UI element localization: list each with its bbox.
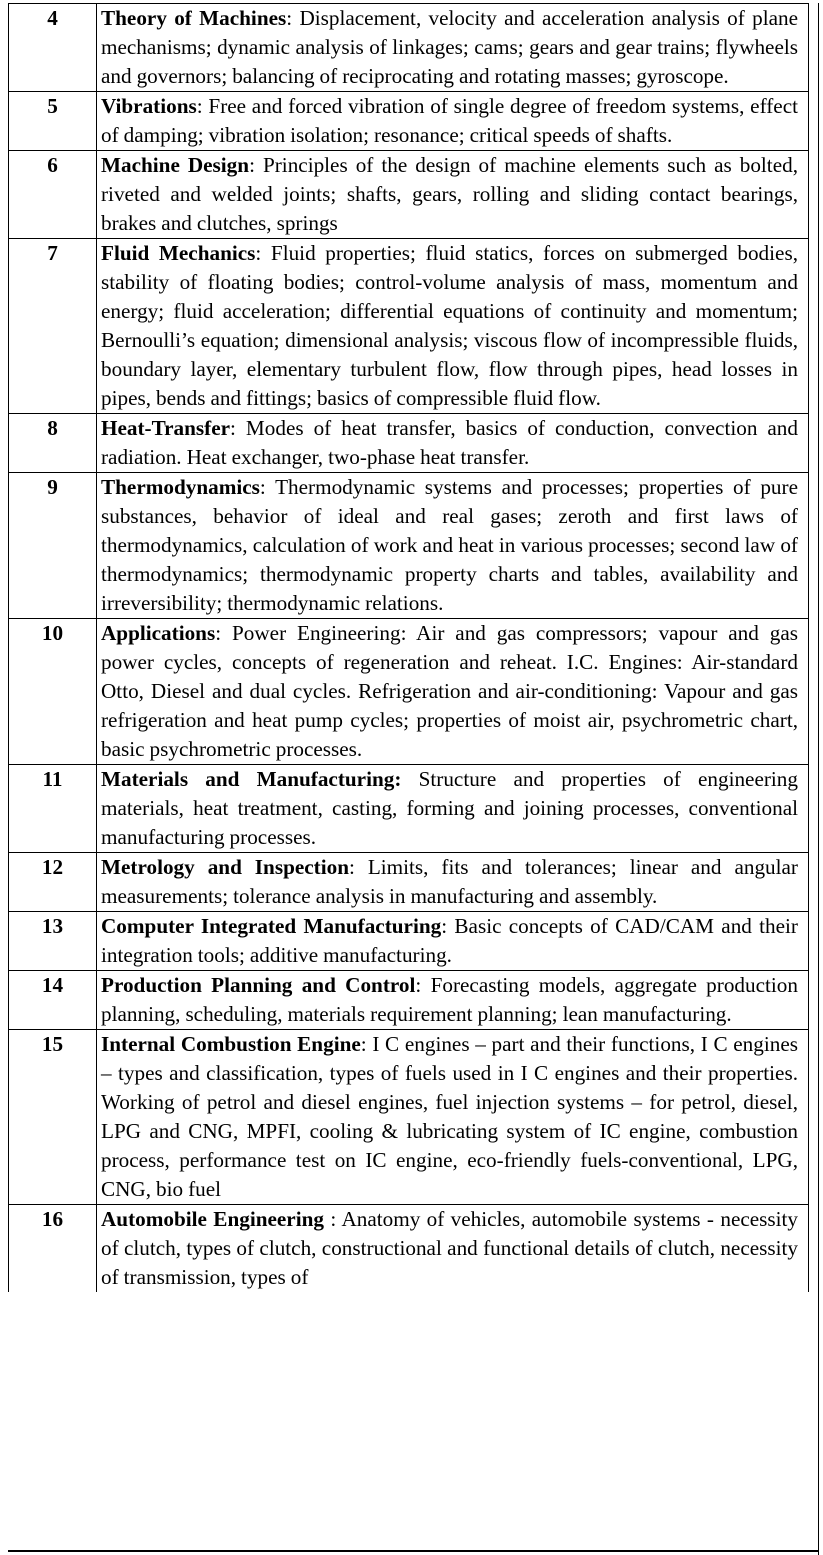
topic-title: Computer Integrated Manufacturing (101, 914, 442, 938)
row-content (97, 971, 809, 1030)
row-content (97, 473, 809, 619)
row-number: 10 (9, 619, 97, 765)
row-number: 16 (9, 1205, 97, 1293)
table-row (9, 4, 809, 92)
separator: : (230, 416, 246, 440)
separator: : (249, 153, 263, 177)
row-content (97, 151, 809, 239)
topic-title: Thermodynamics (101, 475, 260, 499)
topic-description: Modes of heat transfer, basics of conduction, convection and radiation. Heat exchanger, two-phase heat transfer. (101, 416, 798, 469)
table-row (9, 473, 809, 619)
table-row (9, 853, 809, 912)
row-content (97, 4, 809, 92)
table-row (9, 619, 809, 765)
table-row (9, 912, 809, 971)
row-content (97, 239, 809, 414)
separator (401, 767, 418, 791)
table-row (9, 765, 809, 853)
row-number: 8 (9, 414, 97, 473)
topic-description: Principles of the design of machine elements such as bolted, riveted and welded joints; shafts, gears, rolling and sliding contact bearings, brakes and clutches, springs (101, 153, 798, 235)
row-number: 14 (9, 971, 97, 1030)
separator: : (286, 6, 300, 30)
row-number: 4 (9, 4, 97, 92)
table-bottom-border (8, 1550, 819, 1552)
row-content (97, 414, 809, 473)
table-row (9, 92, 809, 151)
table-row (9, 1030, 809, 1205)
topic-title: Metrology and Inspection (101, 855, 349, 879)
topic-title: Materials and Manufacturing: (101, 767, 402, 791)
separator: : (259, 475, 276, 499)
row-number: 13 (9, 912, 97, 971)
topic-description: Displacement, velocity and acceleration analysis of plane mechanisms; dynamic analysis of linkages; cams; gears and gear trains; flywheels and governors; balancing of reciprocating and rotating masses; gyroscope. (101, 6, 798, 88)
topic-title: Production Planning and Control (101, 973, 416, 997)
table-row (9, 239, 809, 414)
topic-title: Automobile Engineering (101, 1207, 324, 1231)
topic-title: Vibrations (101, 94, 197, 118)
row-content (97, 1205, 809, 1293)
topic-title: Internal Combustion Engine (101, 1032, 361, 1056)
separator: : (349, 855, 368, 879)
separator: : (441, 914, 455, 938)
topic-description: Structure and properties of engineering materials, heat treatment, casting, forming and joining processes, conventional manufacturing processes. (101, 767, 798, 849)
row-content (97, 1030, 809, 1205)
topic-description: I C engines – part and their functions, I C engines – types and classification, types of fuels used in I C engines and their properties. Working of petrol and diesel engines, fuel injection systems – for petrol, diesel, LPG and CNG, MPFI, cooling & lubricating system of IC engine, combustion process, performance test on IC engine, eco-friendly fuels-conventional, LPG, CNG, bio fuel (101, 1032, 798, 1201)
row-content (97, 853, 809, 912)
row-number: 11 (9, 765, 97, 853)
row-content (97, 619, 809, 765)
topic-description: Power Engineering: Air and gas compressors; vapour and gas power cycles, concepts of regeneration and reheat. I.C. Engines: Air-standard Otto, Diesel and dual cycles. Refrigeration and air-conditioning: Vapour and gas refrigeration and heat pump cycles; properties of moist air, psychrometric chart, basic psychrometric processes. (101, 621, 798, 761)
table-row (9, 414, 809, 473)
topic-title: Theory of Machines (101, 6, 287, 30)
topic-title: Applications (101, 621, 216, 645)
syllabus-table (8, 3, 809, 1292)
topic-description: Free and forced vibration of single degree of freedom systems, effect of damping; vibration isolation; resonance; critical speeds of shafts. (101, 94, 799, 147)
row-number: 9 (9, 473, 97, 619)
topic-description: Forecasting models, aggregate production planning, scheduling, materials requirement planning; lean manufacturing. (101, 973, 798, 1026)
separator: : (196, 94, 209, 118)
table-row (9, 1205, 809, 1293)
separator: : (360, 1032, 373, 1056)
table-row (9, 151, 809, 239)
topic-title: Machine Design (101, 153, 250, 177)
topic-description: Basic concepts of CAD/CAM and their integration tools; additive manufacturing. (101, 914, 798, 967)
row-content (97, 92, 809, 151)
page-right-rule (818, 3, 819, 1555)
topic-title: Heat-Transfer (101, 416, 231, 440)
separator: : (323, 1207, 342, 1231)
row-number: 5 (9, 92, 97, 151)
topic-description: Fluid properties; fluid statics, forces on submerged bodies, stability of floating bodies; control-volume analysis of mass, momentum and energy; fluid acceleration; differential equations of continuity and momentum; Bernoulli’s equation; dimensional analysis; viscous flow of incompressible fluids, boundary layer, elementary turbulent flow, flow through pipes, head losses in pipes, bends and fittings; basics of compressible fluid flow. (101, 241, 798, 410)
separator: : (415, 973, 431, 997)
topic-description: Limits, fits and tolerances; linear and angular measurements; tolerance analysis in manufacturing and assembly. (101, 855, 798, 908)
row-number: 7 (9, 239, 97, 414)
table-row (9, 971, 809, 1030)
topic-title: Fluid Mechanics (101, 241, 256, 265)
row-content (97, 912, 809, 971)
row-number: 6 (9, 151, 97, 239)
topic-description: Thermodynamic systems and processes; properties of pure substances, behavior of ideal and real gases; zeroth and first laws of thermodynamics, calculation of work and heat in various processes; second law of thermodynamics; thermodynamic property charts and tables, availability and irreversibility; thermodynamic relations. (101, 475, 798, 615)
row-number: 12 (9, 853, 97, 912)
row-content (97, 765, 809, 853)
separator: : (215, 621, 232, 645)
separator: : (255, 241, 271, 265)
row-number: 15 (9, 1030, 97, 1205)
topic-description: Anatomy of vehicles, automobile systems - necessity of clutch, types of clutch, constructional and functional details of clutch, necessity of transmission, types of (101, 1207, 799, 1289)
